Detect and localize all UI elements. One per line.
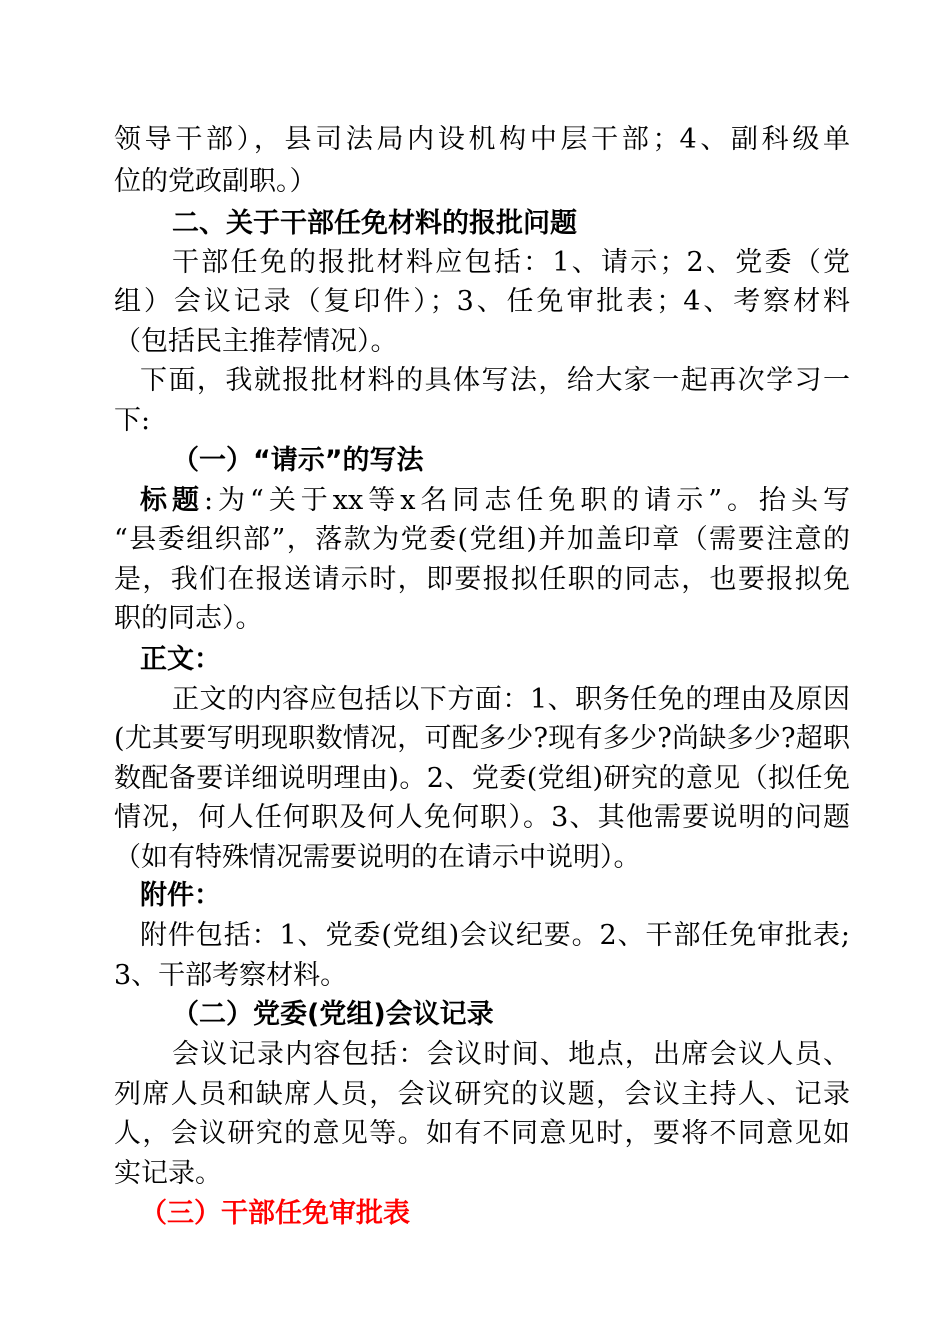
paragraph-line: 附件包括：1、党委(党组)会议纪要。2、干部任免审批表; bbox=[140, 920, 850, 951]
paragraph-line: 人，会议研究的意见等。如有不同意见时，要将不同意见如 bbox=[114, 1118, 850, 1149]
subsection-heading: （二）党委(党组)会议记录 bbox=[172, 999, 494, 1030]
paragraph-line: 情况，何人任何职及何人免何职）。3、其他需要说明的问题 bbox=[114, 802, 850, 833]
paragraph-line: 领导干部），县司法局内设机构中层干部；4、副科级单 bbox=[114, 124, 850, 155]
paragraph-line: （如有特殊情况需要说明的在请示中说明）。 bbox=[114, 842, 641, 873]
paragraph-line: 正文的内容应包括以下方面：1、职务任免的理由及原因 bbox=[172, 684, 850, 715]
paragraph-line: 组）会议记录（复印件）；3、任免审批表；4、考察材料 bbox=[114, 286, 850, 317]
paragraph-line: 会议记录内容包括：会议时间、地点，出席会议人员、 bbox=[172, 1039, 850, 1070]
label-title: 标题 bbox=[140, 485, 204, 516]
paragraph-line: 下面，我就报批材料的具体写法，给大家一起再次学习一 bbox=[140, 365, 850, 396]
paragraph-line: 位的党政副职。） bbox=[114, 166, 317, 197]
paragraph-line: 干部任免的报批材料应包括：1、请示；2、党委（党 bbox=[172, 247, 850, 278]
subsection-heading: （一）“请示”的写法 bbox=[172, 445, 424, 476]
paragraph-line: “县委组织部”，落款为党委(党组)并加盖印章（需要注意的 bbox=[114, 524, 850, 555]
label-body: 正文： bbox=[140, 644, 221, 675]
paragraph-line: (尤其要写明现职数情况，可配多少?现有多少?尚缺多少?超职 bbox=[114, 723, 850, 754]
paragraph-line: 是，我们在报送请示时，即要报拟任职的同志，也要报拟免 bbox=[114, 564, 850, 595]
label-attachment: 附件： bbox=[140, 880, 221, 911]
paragraph-line: 职的同志）。 bbox=[114, 603, 263, 634]
paragraph-line: 列席人员和缺席人员，会议研究的议题，会议主持人、记录 bbox=[114, 1079, 850, 1110]
section-heading: 二、关于干部任免材料的报批问题 bbox=[172, 208, 577, 239]
paragraph-text: :为“关于xx等x名同志任免职的请示”。抬头写 bbox=[203, 485, 850, 516]
paragraph-line: 实记录。 bbox=[114, 1158, 222, 1189]
paragraph-line: 3、干部考察材料。 bbox=[114, 960, 348, 991]
subsection-heading-highlight: （三）干部任免审批表 bbox=[140, 1198, 410, 1229]
paragraph-line: 下: bbox=[114, 405, 151, 436]
paragraph-line: 数配备要详细说明理由)。2、党委(党组)研究的意见（拟任免 bbox=[114, 763, 850, 794]
paragraph-line: （包括民主推荐情况）。 bbox=[114, 326, 398, 357]
paragraph-line bbox=[140, 481, 850, 521]
